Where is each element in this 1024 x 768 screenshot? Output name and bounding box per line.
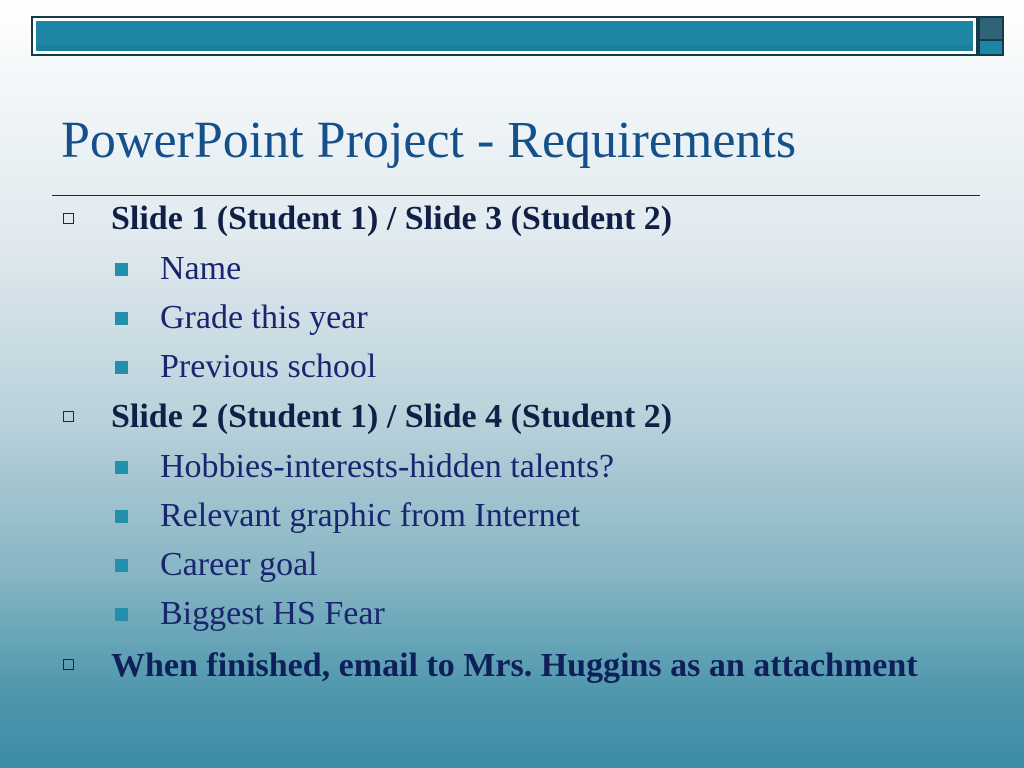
filled-square-bullet-icon [115,559,128,572]
subbullet-text: Name [160,250,242,287]
hollow-square-bullet-icon [63,411,74,422]
bullet-level1 [111,647,971,685]
filled-square-bullet-icon [115,608,128,621]
bullet-level2 [160,349,376,385]
hollow-square-bullet-icon [63,213,74,224]
filled-square-bullet-icon [115,510,128,523]
subbullet-text: Relevant graphic from Internet [160,497,581,534]
filled-square-bullet-icon [115,361,128,374]
subbullet-text: Hobbies-interests-hidden talents? [160,448,615,485]
bullet-level2 [160,300,368,336]
bullet-level1 [111,201,672,237]
slide-title: PowerPoint Project - Requirements [61,112,797,169]
bullet-text: Slide 1 (Student 1) / Slide 3 (Student 2) [111,200,673,237]
subbullet-text: Grade this year [160,299,368,336]
subbullet-text: Previous school [160,348,377,385]
bullet-level2 [160,251,241,287]
bullet-level2 [160,547,318,583]
filled-square-bullet-icon [115,312,128,325]
bullet-level2 [160,596,385,632]
filled-square-bullet-icon [115,263,128,276]
subbullet-text: Biggest HS Fear [160,595,385,632]
bullet-level1 [111,399,672,435]
filled-square-bullet-icon [115,461,128,474]
hollow-square-bullet-icon [63,659,74,670]
bullet-level2 [160,498,580,534]
bullet-text: Slide 2 (Student 1) / Slide 4 (Student 2) [111,398,673,435]
bullet-level2 [160,449,614,485]
subbullet-text: Career goal [160,546,318,583]
bullet-text: When finished, email to Mrs. Huggins as an attachment [111,647,918,684]
